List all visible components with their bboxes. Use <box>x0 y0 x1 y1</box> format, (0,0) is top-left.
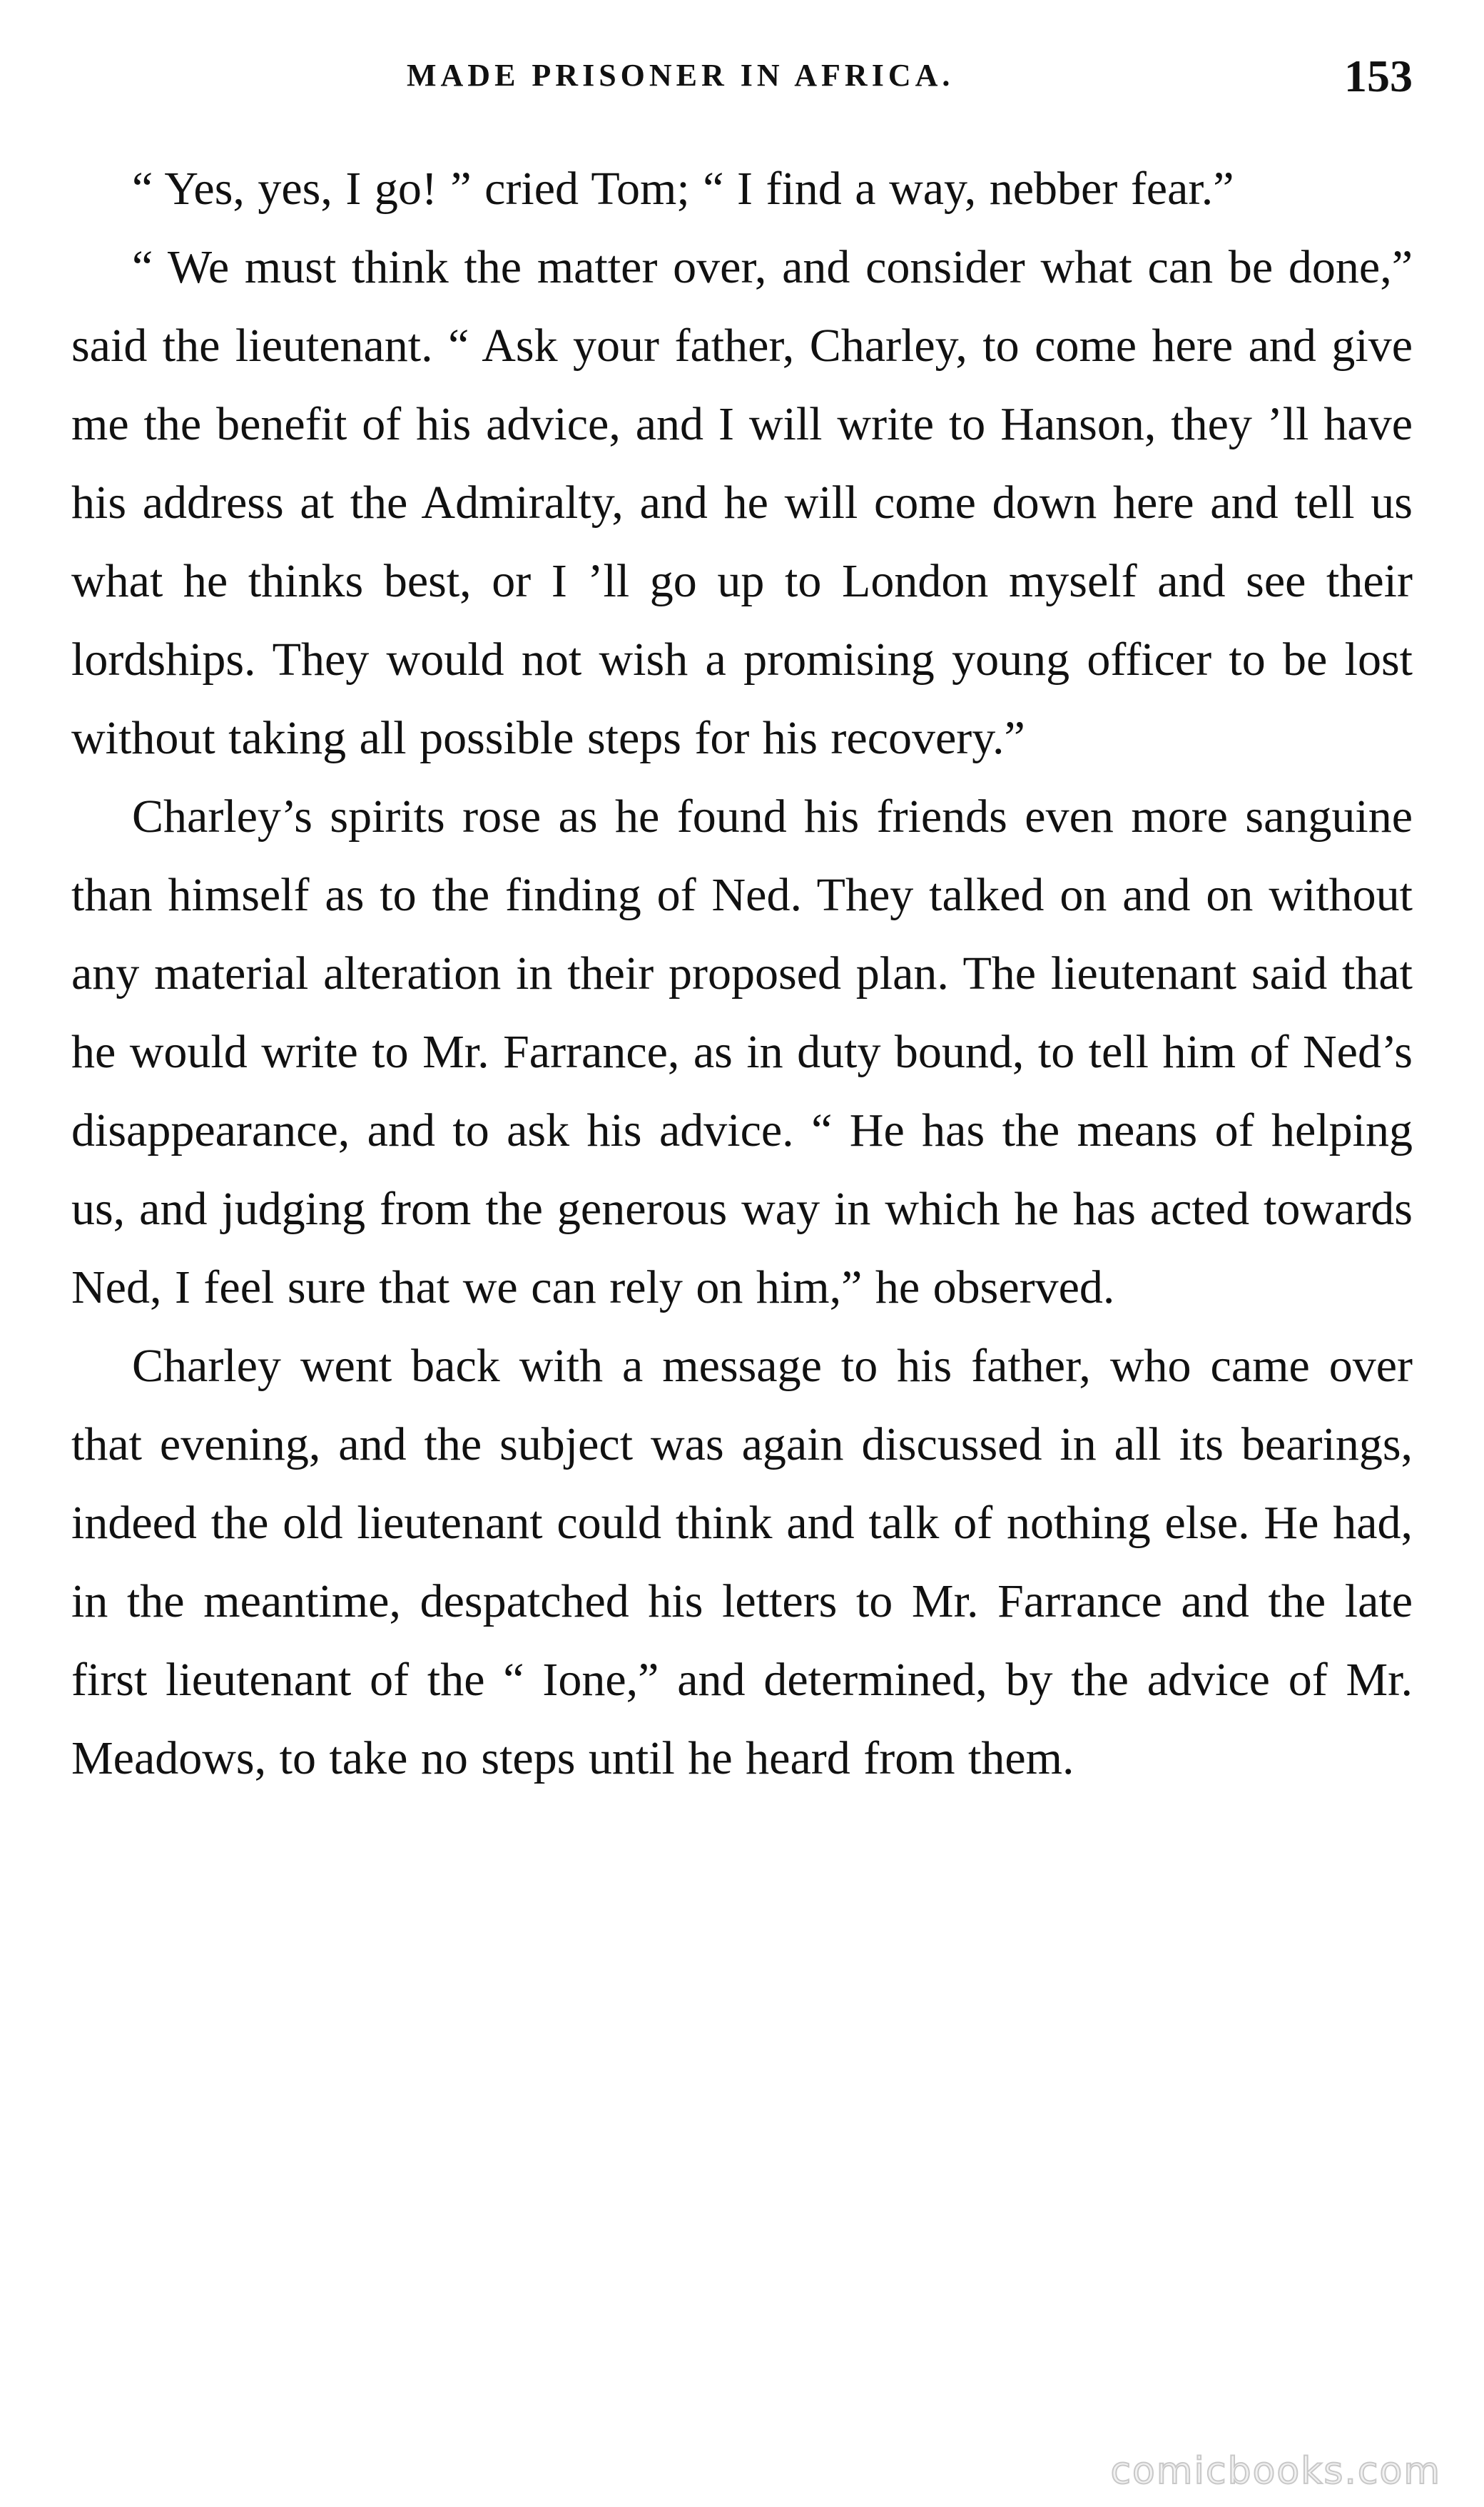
running-title: MADE PRISONER IN AFRICA. <box>407 58 955 93</box>
paragraph-4: Charley went back with a message to his father, who came over that evening, and the subject was again discussed in all its bearings, indeed the old lieutenant could think and talk of nothing else. He had, in the meantime, despatched his letters to Mr. Farrance and the late first lieutenant of the “ Ione,” and determined, by the advice of Mr. Meadows, to take no steps until he heard from them. <box>71 1340 1413 1784</box>
paragraph-3: Charley’s spirits rose as he found his friends even more sanguine than himself as to the finding of Ned. They talked on and on without any material alteration in their proposed plan. The lieutenant said that he would write to Mr. Farrance, as in duty bound, to tell him of Ned’s disappearance, and to ask his advice. “ He has the means of helping us, and judging from the generous way in which he has acted towards Ned, I feel sure that we can rely on him,” he observed. <box>71 790 1413 1313</box>
page-number: 153 <box>1344 51 1413 101</box>
paragraph-1: “ Yes, yes, I go! ” cried Tom; “ I find a way, nebber fear.” <box>132 163 1234 215</box>
page-header <box>71 50 1413 121</box>
paragraph-2: “ We must think the matter over, and consider what can be done,” said the lieutenant. “ Ask your father, Charley, to come here and give me the benefit of his advice, and I will write to Hanson, they ’ll have his address at the Admiralty, and he will come down here and tell us what he thinks best, or I ’ll go up to London myself and see their lordships. They would not wish a promising young officer to be lost without taking all possible steps for his recovery.” <box>71 241 1413 764</box>
watermark: comicbooks.com <box>1110 2450 1441 2493</box>
body-text <box>71 150 1413 1798</box>
